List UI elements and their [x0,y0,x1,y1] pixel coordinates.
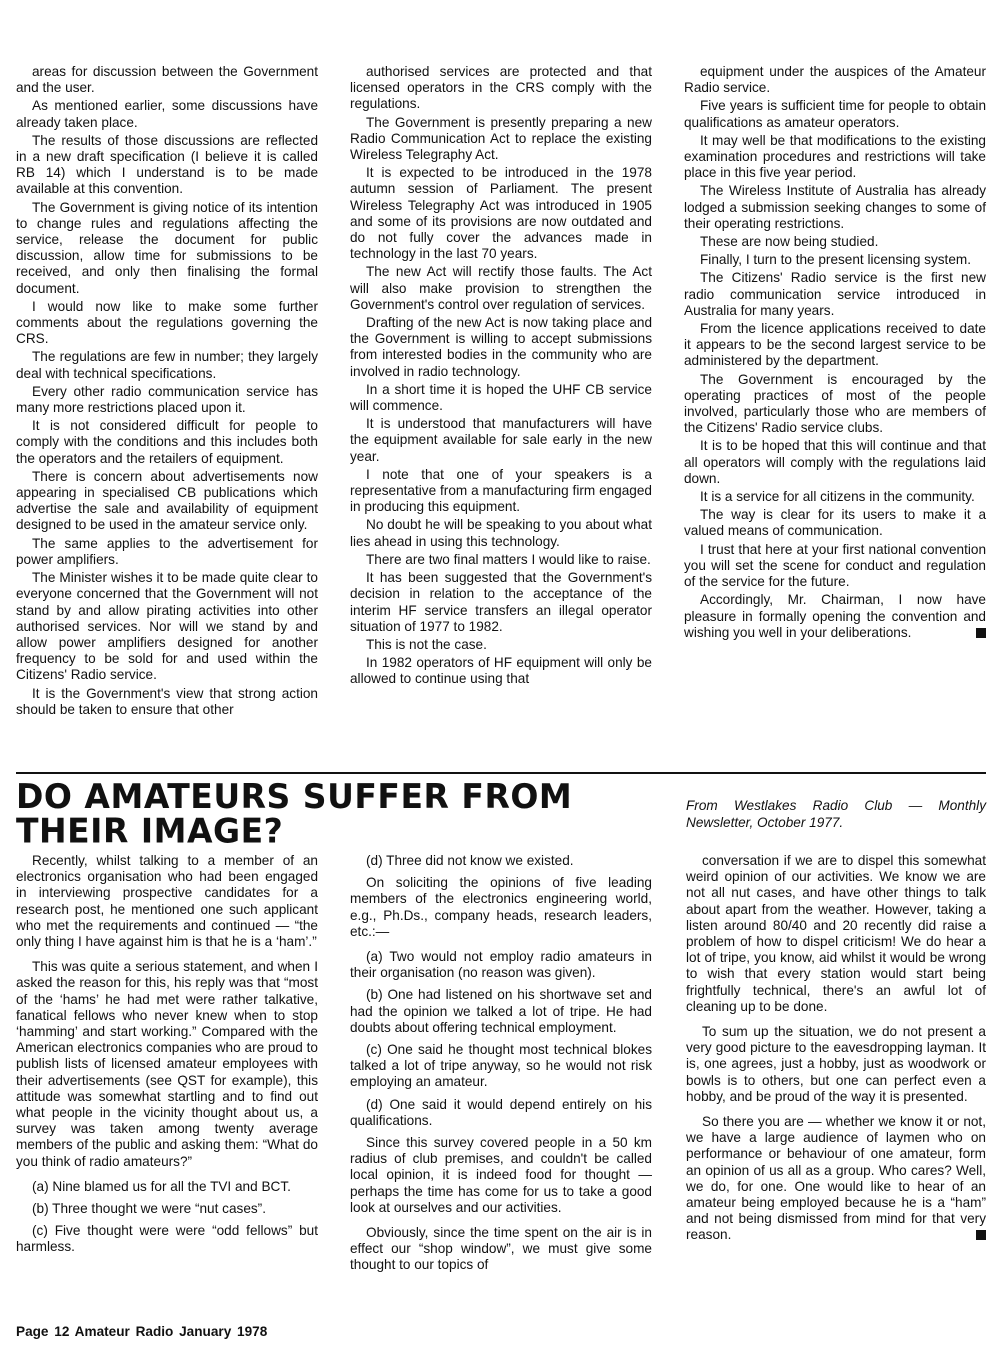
paragraph: It is expected to be introduced in the 1978 autumn session of Parliament. The present Wireless Telegraphy Act was introduced in 1905 and some of its provisions are now outdated and do not fully cover the advances made in technology in the last 70 years. [350,165,652,262]
paragraph: It may well be that modifications to the existing examination procedures and restrictions will take place in this five year period. [684,132,986,181]
continued-article-column-2 [350,64,652,776]
article-column-1 [16,853,318,1262]
paragraph: areas for discussion between the Government and the user. [16,64,318,96]
paragraph: Finally, I turn to the present licensing system. [700,252,971,268]
section-divider-rule [16,772,986,774]
paragraph: The same applies to the advertisement for power amplifiers. [16,535,318,567]
paragraph: Five years is sufficient time for people to obtain qualifications as amateur operators. [684,98,986,130]
paragraph: It is to be hoped that this will continue and that all operators will comply with the regulations laid down. [684,438,986,486]
paragraph: It is the Government's view that strong action should be taken to ensure that other [16,685,318,717]
paragraph: Drafting of the new Act is now taking place and the Government is willing to accept submissions from interested bodies in the community who are involved in radio technology. [350,315,652,379]
paragraph: Accordingly, Mr. Chairman, I now have pleasure in formally opening the convention and wishing you well in your deliberations. [684,592,986,640]
paragraph: The Government is giving notice of its intention to change rules and regulations affecting the service, release the document for public discussion, allow time for submissions to be received, and only then finalising the formal document. [16,199,318,296]
article-headline: DO AMATEURS SUFFER FROM THEIR IMAGE? [16,776,573,851]
end-of-article-mark [976,1230,986,1240]
paragraph: It is a service for all citizens in the community. [700,489,975,505]
paragraph: (a) Two would not employ radio amateurs in their organisation (no reason was given). [350,949,652,981]
paragraph: The Minister wishes it to be made quite clear to everyone concerned that the Government will not stand by and allow pirating activities into other authorised services. Nor will we stand by and allow power amplifiers designed for another frequency to be sold for and used within the Citizens' Radio service. [16,570,318,683]
paragraph: It is understood that manufacturers will have the equipment available for sale early in the new year. [350,416,652,464]
paragraph: The new Act will rectify those faults. The Act will also make provision to strengthen the Government's control over regulation of services. [350,264,652,312]
paragraph: Obviously, since the time spent on the air is in effect our “shop window”, we must give some thought to our topics of [350,1225,652,1273]
paragraph: Every other radio communication service has many more restrictions placed upon it. [16,383,318,416]
article-source-credit: From Westlakes Radio Club — Monthly Newsletter, October 1977. [686,798,986,830]
paragraph: So there you are — whether we know it or not, we have a large audience of laymen who on performance or behaviour of one amateur, form an opinion of us all as a group. Who cares? Well, we do, for one. One would like to hear of an amateur being employed because he is a “ham” and not being dismissed from mind for that very reason. [686,1114,986,1243]
continued-article-column-3 [684,64,986,776]
paragraph: The Citizens' Radio service is the first new radio communication service introduced in Australia for many years. [684,270,986,318]
paragraph: In a short time it is hoped the UHF CB service will commence. [350,381,652,414]
paragraph: The results of those discussions are reflected in a new draft specification (I believe it is called RB 14) which I understand is to be made available at this convention. [16,132,318,197]
paragraph: (b) One had listened on his shortwave set and had the opinion we talked a lot of tripe. He had doubts about offering technical employment. [350,987,652,1035]
paragraph: (a) Nine blamed us for all the TVI and BCT. [32,1178,291,1194]
paragraph: I note that one of your speakers is a representative from a manufacturing firm engaged in producing this equipment. [350,466,652,515]
paragraph: The regulations are few in number; they largely deal with technical specifications. [16,349,318,381]
paragraph: On soliciting the opinions of five leading members of the electronics engineering world, e.g., Ph.Ds., company heads, research leaders, etc.:— [350,875,652,939]
paragraph: (b) Three thought we were “nut cases”. [32,1201,266,1217]
paragraph: equipment under the auspices of the Amateur Radio service. [684,64,986,96]
paragraph: I would now like to make some further comments about the regulations governing the CRS. [16,298,318,347]
paragraph: authorised services are protected and that licensed operators in the CRS comply with the regulations. [350,64,652,112]
paragraph: These are now being studied. [700,234,879,250]
paragraph: Recently, whilst talking to a member of an electronics organisation who had been engaged in interviewing prospective candidates for a research post, he mentioned one such applicant who met the requirements and continued — “the only thing I have against him is that he is a ‘ham’.” [16,853,318,950]
paragraph: It is not considered difficult for people to comply with the conditions and this includes both the operators and the retailers of equipment. [16,418,318,466]
article-column-3 [686,853,986,1253]
paragraph: (d) One said it would depend entirely on his qualifications. [350,1096,652,1128]
paragraph: Since this survey covered people in a 50 km radius of club premises, and couldn't be called local opinion, it is indeed food for thought — perhaps the time has come for us to take a good look at ourselves and our activities. [350,1135,652,1215]
paragraph: conversation if we are to dispel this somewhat weird opinion of our activities. We know we are not all nut cases, and have other things to talk about apart from the weather. However, taking a listen around 80/40 and 20 recently did raise a problem of how to dispel criticism! We do hear a lot of tripe, you know, aid whilst it would be wrong to wish that every station would start being frightfully technical, there's an awful lot of cleaning up to be done. [686,853,986,1014]
paragraph: From the licence applications received to date it appears to be the second largest service to be administered by the department. [684,321,986,369]
paragraph: In 1982 operators of HF equipment will only be allowed to continue using that [350,655,652,687]
paragraph: The Government is presently preparing a new Radio Communication Act to replace the existing Wireless Telegraphy Act. [350,114,652,163]
page-footer: Page 12 Amateur Radio January 1978 [16,1324,268,1339]
paragraph: The way is clear for its users to make it a valued means of communication. [684,507,986,539]
paragraph: There is concern about advertisements now appearing in specialised CB publications which advertise the sale and availability of equipment designed to be used in the amateur service only. [16,468,318,533]
paragraph: It has been suggested that the Government's decision in relation to the acceptance of the interim HF service transfers an illegal operator situation of 1977 to 1982. [350,570,652,634]
paragraph: This is not the case. [366,636,487,652]
paragraph: (d) Three did not know we existed. [366,853,574,868]
paragraph: No doubt he will be speaking to you about what lies ahead in using this technology. [350,517,652,549]
paragraph: I trust that here at your first national convention you will set the scene for conduct and regulation of the service for the future. [684,541,986,590]
paragraph: The Wireless Institute of Australia has already lodged a submission seeking changes to some of their operating restrictions. [684,183,986,231]
paragraph: (c) Five thought were were “odd fellows” but harmless. [16,1223,318,1255]
paragraph: There are two final matters I would like to raise. [366,551,651,567]
paragraph: This was quite a serious statement, and when I asked the reason for this, his reply was that “most of the ‘hams’ he had met were rather talkative, fanatical fellows who never knew when to stop ‘hamming’ and start working.” Compared with the American electronics companies who are proud to publish lists of licensed amateur employees with their advertisements (see QST for example), this attitude was somewhat startling and to find out what people in the vicinity thought about us, a survey was taken among twenty average members of the public and asking them: “What do you think of radio amateurs?” [16,959,318,1169]
continued-article-column-1 [16,64,318,776]
end-of-article-mark [976,628,986,638]
paragraph: (c) One said he thought most technical blokes talked a lot of tripe anyway, so he would not risk employing an amateur. [350,1042,652,1090]
article-column-2 [350,853,652,1283]
paragraph: The Government is encouraged by the operating practices of most of the people involved, particularly those who are members of the Citizens' Radio service clubs. [684,371,986,436]
paragraph: To sum up the situation, we do not present a very good picture to the eavesdropping layman. It is, one agrees, just a hobby, just as woodwork or bowls is to others, but one can perfect even a hobby, and be proud of the way it is presented. [686,1024,986,1104]
paragraph: As mentioned earlier, some discussions have already taken place. [16,98,318,130]
